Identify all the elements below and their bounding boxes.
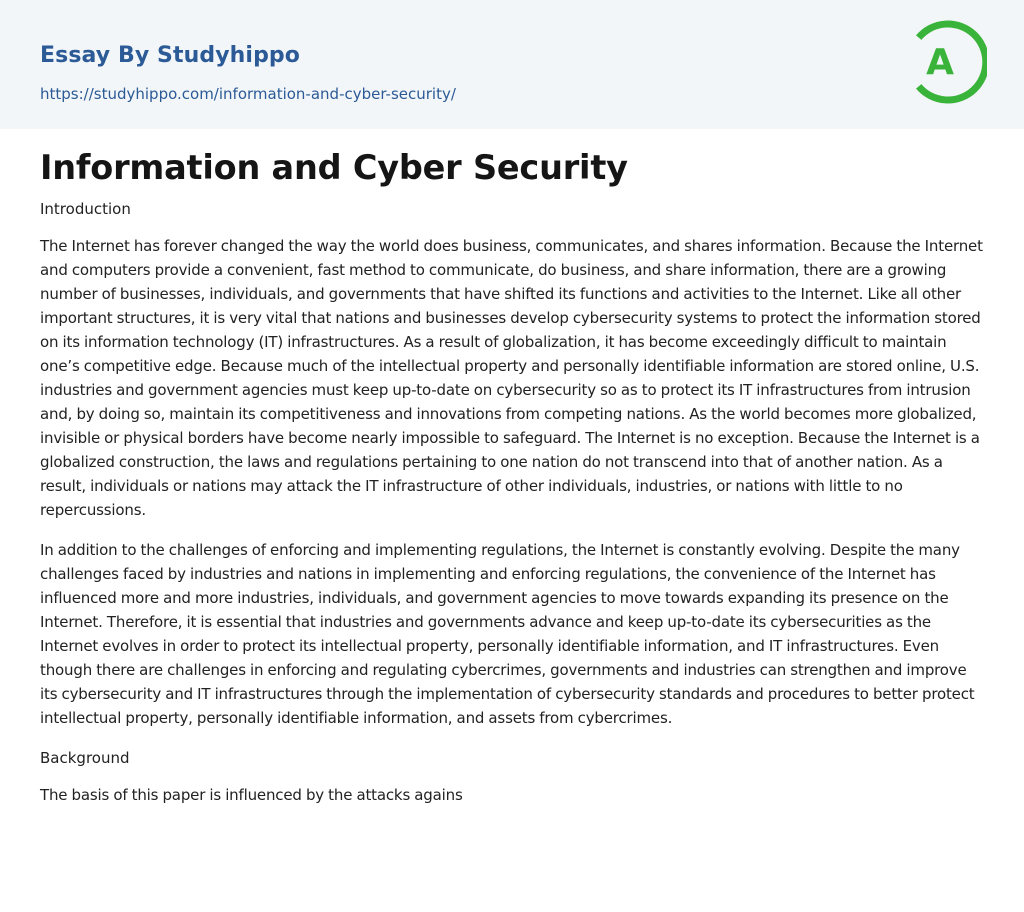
section-heading-background: Background xyxy=(40,749,130,767)
logo-ring-icon xyxy=(913,19,987,105)
brand-title: Essay By Studyhippo xyxy=(40,43,300,68)
essay-content xyxy=(40,129,985,807)
page-title: Information and Cyber Security xyxy=(40,148,628,187)
site-header xyxy=(0,0,1024,129)
studyhippo-logo-icon[interactable] xyxy=(913,19,987,105)
paragraph-background-1: The basis of this paper is influenced by the attacks agains xyxy=(40,786,463,804)
section-heading-introduction: Introduction xyxy=(40,200,131,218)
source-url-link[interactable]: https://studyhippo.com/information-and-cyber-security/ xyxy=(40,85,456,103)
logo-letter: A xyxy=(926,42,954,83)
paragraph-intro-2: In addition to the challenges of enforcing and implementing regulations, the Internet is constantly evolving. Despite the many challenges faced by industries and nations in implementing and enforcing regulations, the convenience of the Internet has influenced more and more industries, individuals, and government agencies to move towards expanding its presence on the Internet. Therefore, it is essential that industries and governments advance and keep up-to-date its cybersecurities as the Internet evolves in order to protect its intellectual property, personally identifiable information, and IT infrastructures. Even though there are challenges in enforcing and regulating cybercrimes, governments and industries can strengthen and improve its cybersecurity and IT infrastructures through the implementation of cybersecurity standards and procedures to better protect intellectual property, personally identifiable information, and assets from cybercrimes. xyxy=(40,541,975,727)
paragraph-intro-1: The Internet has forever changed the way the world does business, communicates, and shares information. Because the Internet and computers provide a convenient, fast method to communicate, do business, and share information, there are a growing number of businesses, individuals, and governments that have shifted its functions and activities to the Internet. Like all other important structures, it is very vital that nations and businesses develop cybersecurity systems to protect the information stored on its information technology (IT) infrastructures. As a result of globalization, it has become exceedingly difficult to maintain one’s competitive edge. Because much of the intellectual property and personally identifiable information are stored online, U.S. industries and government agencies must keep up-to-date on cybersecurity so as to protect its IT infrastructures from intrusion and, by doing so, maintain its competitiveness and innovations from competing nations. As the world becomes more globalized, invisible or physical borders have become nearly impossible to safeguard. The Internet is no exception. Because the Internet is a globalized construction, the laws and regulations pertaining to one nation do not transcend into that of another nation. As a result, individuals or nations may attack the IT infrastructure of other individuals, industries, or nations with little to no repercussions. xyxy=(40,237,983,519)
